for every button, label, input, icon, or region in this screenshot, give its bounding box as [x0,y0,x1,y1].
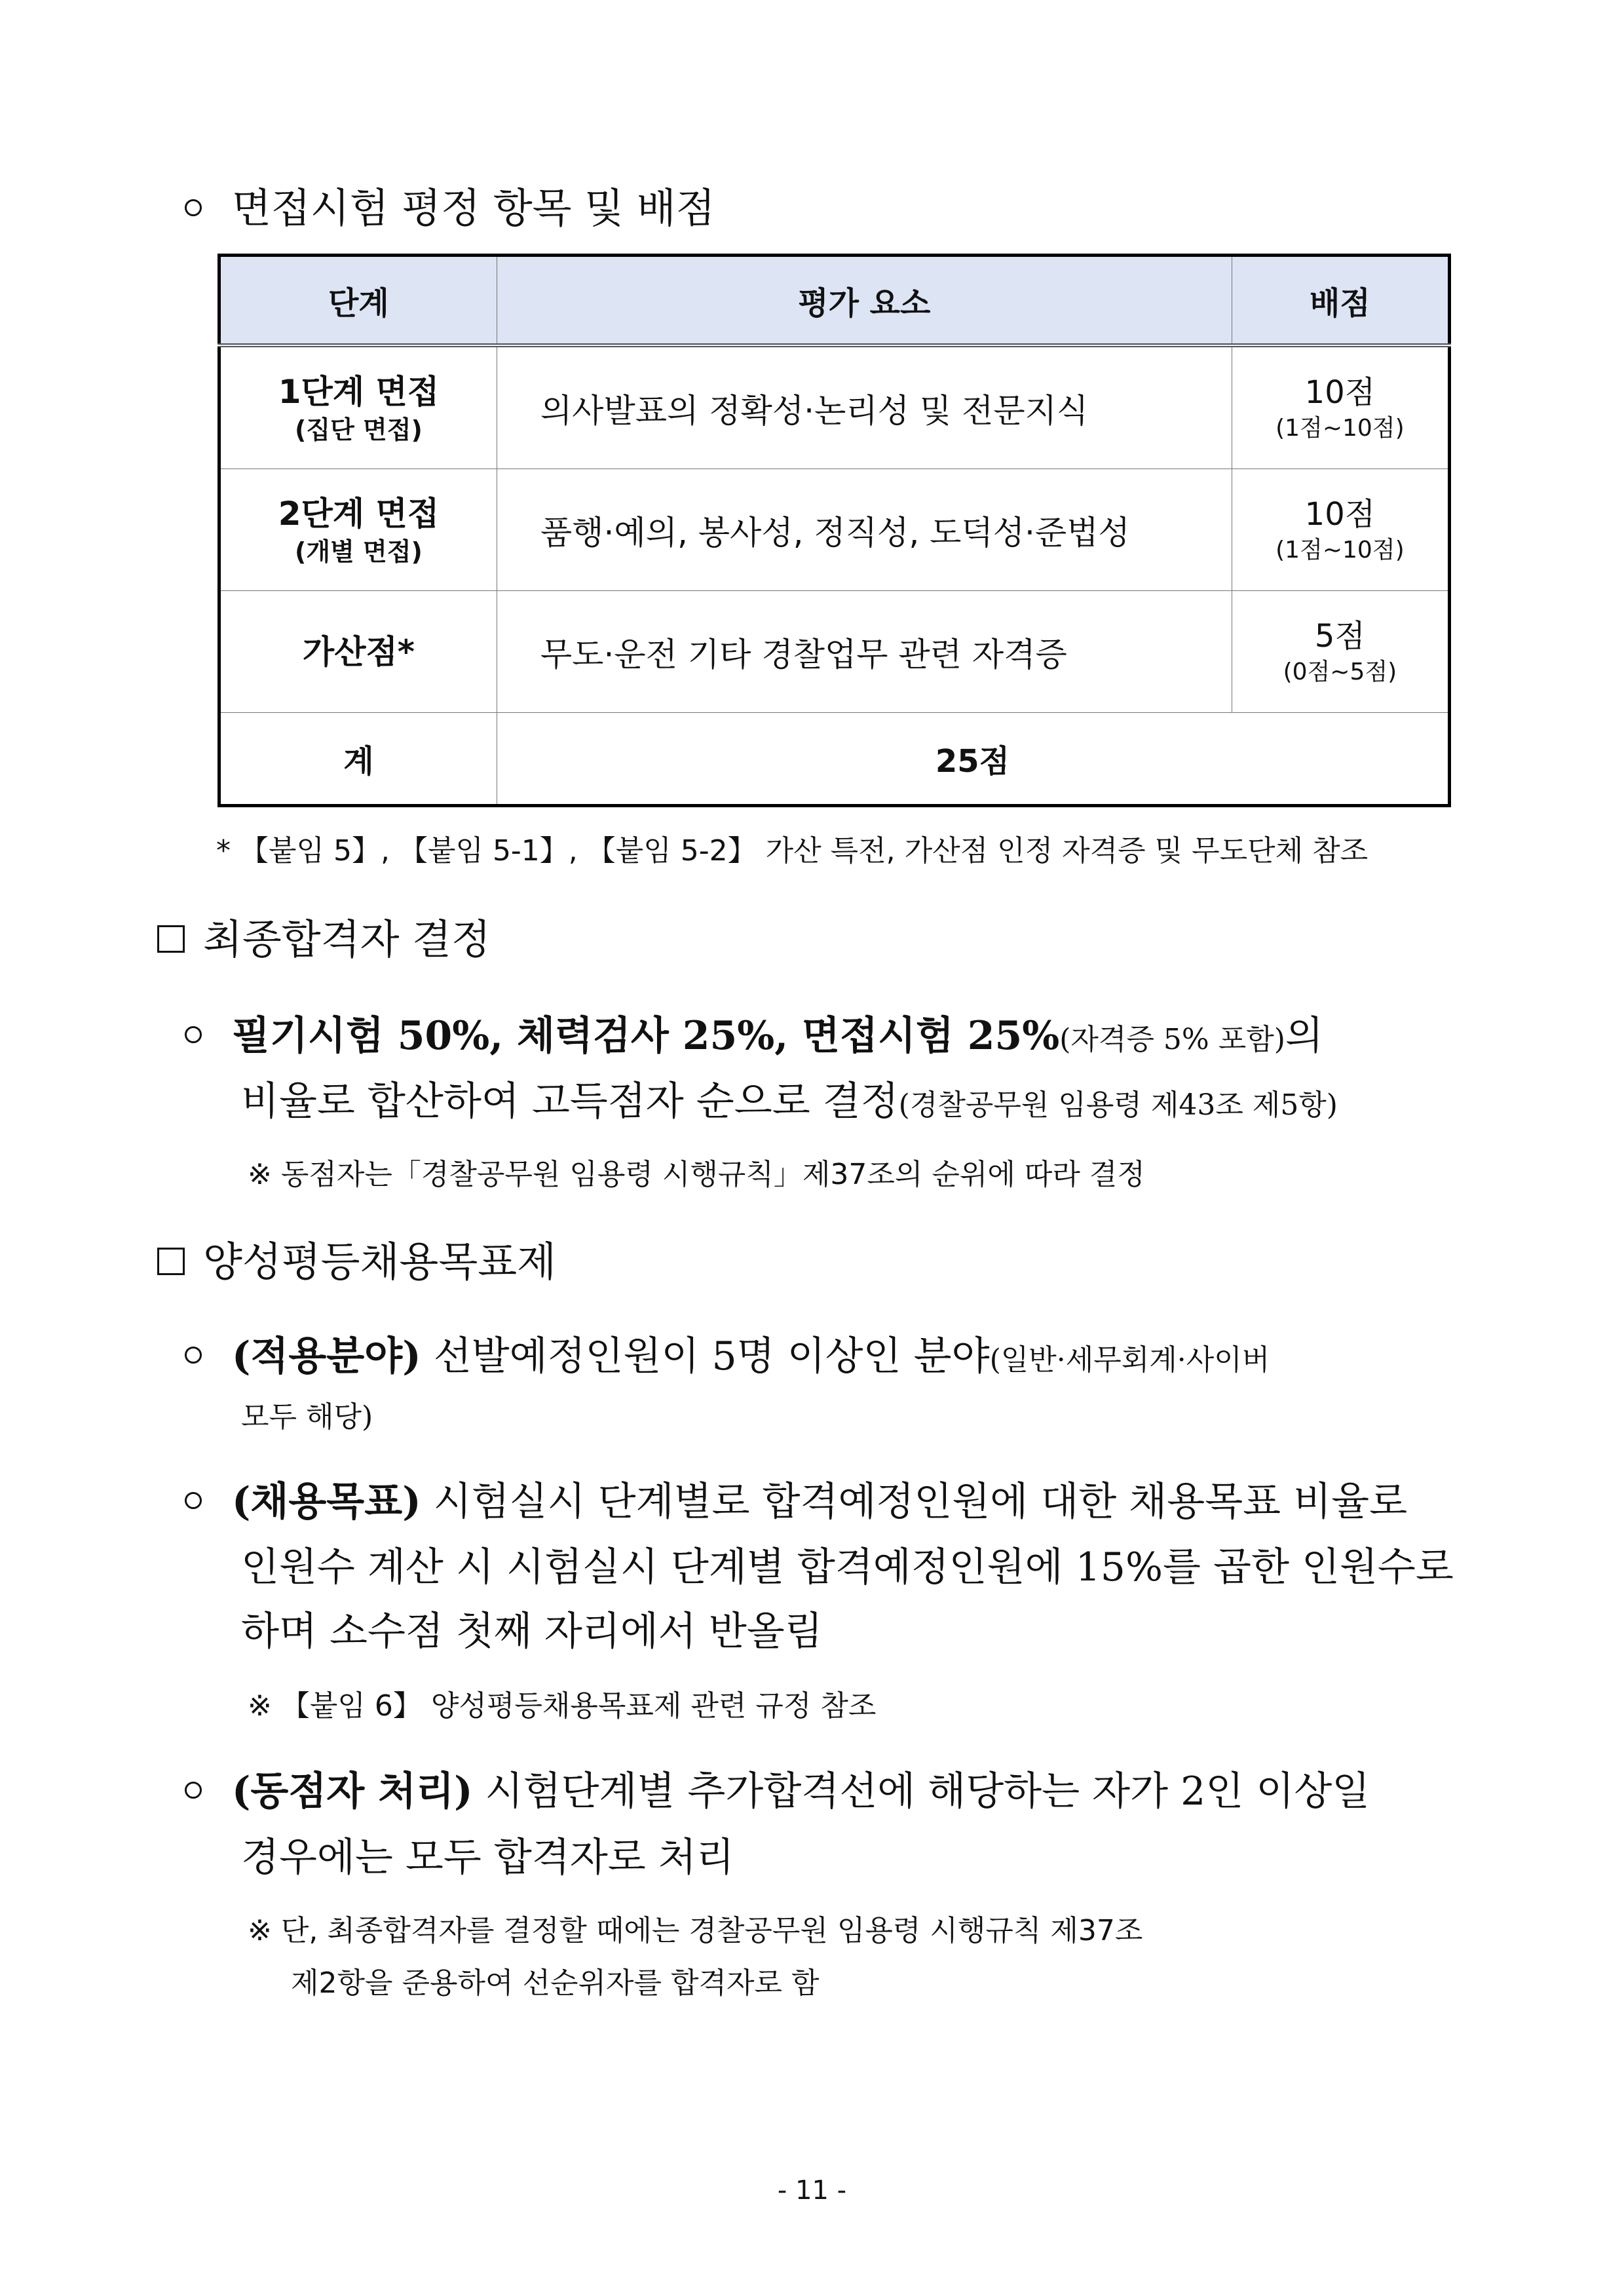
gender-bullet2-line1 [185,1470,1407,1527]
table-total-row [219,713,1450,806]
header-item: 평가 요소 [497,256,1232,346]
item-cell: 의사발표의 정확성·논리성 및 전문지식 [497,345,1232,469]
final-section-title: 최종합격자 결정 [203,915,491,963]
final-ratio-paren: (자격증 5% 포함) [1059,1023,1285,1056]
tie-label: (동점자 처리) [232,1769,473,1814]
total-label: 계 [219,713,497,806]
circle-bullet-icon [185,1492,202,1509]
tie-note-line1: ※ 단, 최종합격자를 결정할 때에는 경찰공무원 임용령 시행규칙 제37조 [248,1914,1143,1947]
stage-name: 1단계 면접 [278,372,440,411]
square-bullet-icon [157,1248,185,1275]
final-ratio-end: 의 [1285,1013,1323,1059]
points-cell [1232,345,1449,469]
interview-section-title: 면접시험 평정 항목 및 배점 [232,184,715,232]
points-value: 5점 [1314,617,1365,655]
gender-bullet2-line3: 하며 소수점 첫째 자리에서 반올림 [241,1609,823,1655]
scope-text: 선발예정인원이 5명 이상인 분야 [421,1333,990,1379]
final-bullet-line2 [241,1070,1338,1126]
final-bullet-line1 [185,1004,1323,1061]
gender-bullet1-line2: 모두 해당) [241,1400,373,1434]
interview-section-heading [185,176,715,234]
gender-section-heading [157,1229,556,1288]
table-row [219,591,1450,713]
points-cell [1232,591,1449,713]
target-text: 시험실시 단계별로 합격예정인원에 대한 채용목표 비율로 [421,1479,1408,1525]
stage-cell [219,469,497,591]
final-method-text: 비율로 합산하여 고득점자 순으로 결정 [241,1079,899,1124]
points-range: (1점~10점) [1275,536,1405,564]
item-cell: 품행·예의, 봉사성, 정직성, 도덕성·준법성 [497,469,1232,591]
table-footnote: * 【붙임 5】, 【붙임 5-1】, 【붙임 5-2】 가산 특전, 가산점 인정 자격증 및 무도단체 참조 [216,834,1369,868]
stage-name: 2단계 면접 [278,494,440,533]
gender-section-title: 양성평등채용목표제 [203,1238,557,1286]
target-label: (채용목표) [232,1479,421,1525]
gender-bullet3-line1 [185,1760,1370,1816]
stage-cell [219,345,497,469]
tie-text: 시험단계별 추가합격선에 해당하는 자가 2인 이상일 [472,1769,1370,1814]
table-row [219,345,1450,469]
table-header-row [219,256,1450,346]
table-row [219,469,1450,591]
points-value: 10점 [1304,373,1376,411]
header-stage: 단계 [219,256,497,346]
final-section-heading [157,907,491,965]
circle-bullet-icon [185,199,202,216]
gender-regulation-note: ※ 【붙임 6】 양성평등채용목표제 관련 규정 참조 [248,1689,877,1723]
circle-bullet-icon [185,1347,202,1364]
gender-bullet1-line1 [185,1325,1270,1381]
stage-name: 가산점* [302,632,415,671]
circle-bullet-icon [185,1782,202,1799]
gender-bullet2-line2: 인원수 계산 시 시험실시 단계별 합격예정인원에 15%를 곱한 인원수로 [241,1544,1454,1590]
tie-note-line2: 제2항을 준용하여 선순위자를 합격자로 함 [291,1966,820,2000]
points-value: 10점 [1304,495,1376,533]
final-method-paren: (경찰공무원 임용령 제43조 제5항) [898,1088,1338,1122]
points-cell [1232,469,1449,591]
circle-bullet-icon [185,1026,202,1043]
gender-bullet3-line2: 경우에는 모두 합격자로 처리 [241,1835,734,1881]
final-tie-note: ※ 동점자는「경찰공무원 임용령 시행규칙」제37조의 순위에 따라 결정 [248,1158,1145,1191]
points-range: (0점~5점) [1283,658,1397,685]
page-number: - 11 - [777,2175,847,2206]
square-bullet-icon [157,925,185,953]
total-value: 25점 [497,713,1449,806]
item-cell: 무도·운전 기타 경찰업무 관련 자격증 [497,591,1232,713]
stage-subtitle: (개별 면접) [295,537,423,566]
points-range: (1점~10점) [1275,414,1405,442]
stage-cell [219,591,497,713]
stage-subtitle: (집단 면접) [295,415,423,444]
scope-label: (적용분야) [232,1333,421,1379]
scope-paren: (일반·세무회계·사이버 [989,1343,1270,1377]
final-ratio-text: 필기시험 50%, 체력검사 25%, 면접시험 25% [232,1013,1060,1059]
interview-score-table [217,254,1451,807]
header-points: 배점 [1232,256,1449,346]
